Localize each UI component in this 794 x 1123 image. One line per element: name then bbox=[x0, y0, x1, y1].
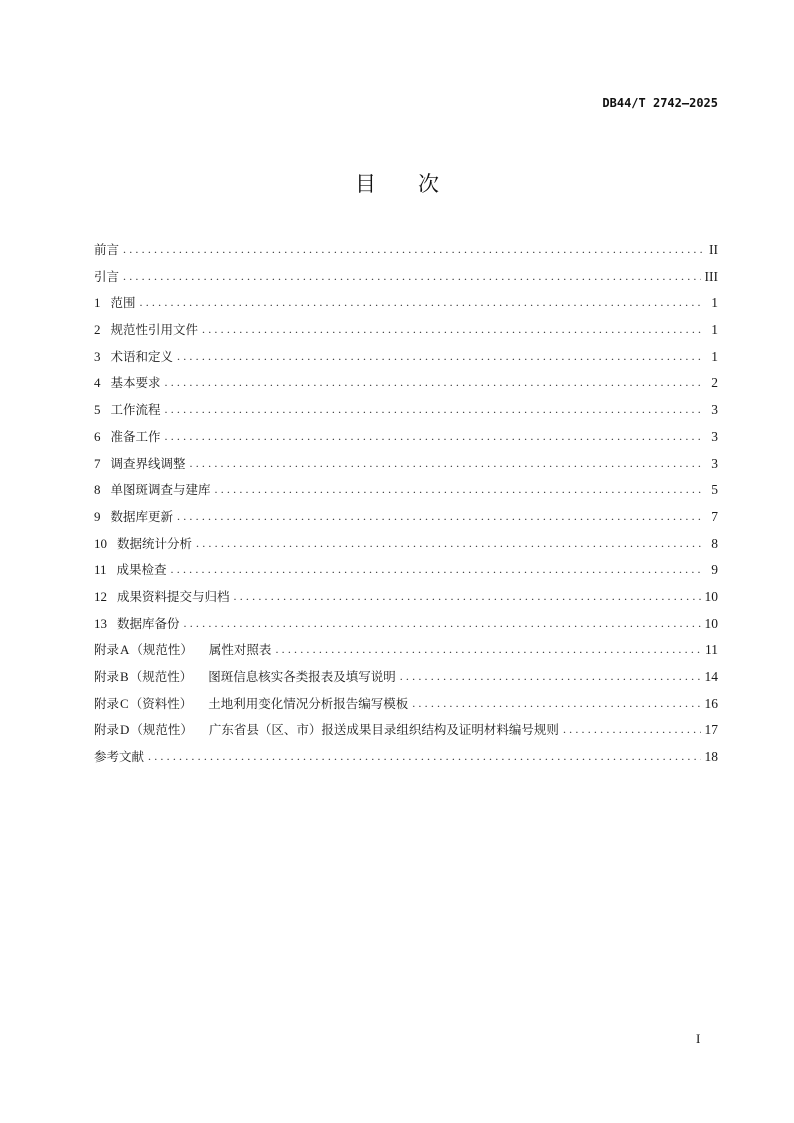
toc-entry-page: 7 bbox=[711, 508, 718, 524]
toc-entry-label: 广东省县（区、市）报送成果目录组织结构及证明材料编号规则 bbox=[208, 722, 559, 738]
toc-entry-bibliography[interactable] bbox=[94, 747, 718, 774]
toc-entry-page: 3 bbox=[711, 455, 718, 471]
page-number: I bbox=[696, 1031, 701, 1046]
toc-entry-label: 前言 bbox=[94, 242, 120, 257]
dot-leader bbox=[165, 373, 704, 392]
toc-entry-page: 8 bbox=[711, 535, 718, 551]
document-standard-number: DB44/T 2742—2025 bbox=[602, 96, 718, 110]
toc-entry-page: 17 bbox=[704, 722, 718, 738]
toc-entry-page: II bbox=[709, 242, 718, 257]
appendix-prefix bbox=[94, 720, 193, 740]
toc-entry-section-3[interactable] bbox=[94, 347, 718, 374]
toc-entry-page: 10 bbox=[704, 615, 718, 631]
toc-entry-section-5[interactable] bbox=[94, 400, 718, 427]
toc-entry-section-1[interactable] bbox=[94, 293, 718, 320]
dot-leader bbox=[177, 347, 704, 366]
toc-entry-page: 10 bbox=[704, 588, 718, 604]
dot-leader bbox=[148, 747, 700, 766]
toc-entry-page: 9 bbox=[711, 562, 718, 578]
toc-entry-section-4[interactable] bbox=[94, 373, 718, 400]
appendix-letter: A bbox=[120, 642, 130, 658]
toc-entry-label: 土地利用变化情况分析报告编写模板 bbox=[208, 695, 409, 711]
dot-leader bbox=[123, 240, 704, 259]
toc-entry-appendix-b[interactable] bbox=[94, 667, 718, 694]
toc-entry-page: 1 bbox=[711, 295, 718, 311]
dot-leader bbox=[215, 480, 704, 499]
appendix-type: （规范性） bbox=[130, 722, 193, 738]
appendix-word: 附录 bbox=[94, 642, 120, 658]
toc-entry-label: 规范性引用文件 bbox=[110, 322, 199, 338]
dot-leader bbox=[190, 454, 704, 473]
dot-leader bbox=[177, 507, 704, 526]
toc-entry-label: 引言 bbox=[94, 268, 120, 284]
dot-leader bbox=[275, 640, 701, 659]
appendix-prefix bbox=[94, 640, 193, 660]
toc-entry-number: 13 bbox=[94, 615, 107, 631]
appendix-letter: D bbox=[120, 722, 130, 738]
toc-entry-label: 单图斑调查与建库 bbox=[110, 482, 211, 498]
toc-title-char-1: 目 bbox=[355, 172, 376, 196]
toc-entry-page: 11 bbox=[705, 642, 718, 658]
toc-entry-section-6[interactable] bbox=[94, 427, 718, 454]
dot-leader bbox=[184, 614, 701, 633]
toc-entry-label: 术语和定义 bbox=[110, 348, 174, 364]
toc-entry-label: 范围 bbox=[110, 295, 136, 311]
toc-entry-label: 成果检查 bbox=[116, 562, 167, 578]
toc-entry-section-11[interactable] bbox=[94, 560, 718, 587]
toc-entry-number: 7 bbox=[94, 455, 101, 471]
appendix-letter: B bbox=[120, 669, 129, 684]
toc-entry-label: 属性对照表 bbox=[208, 642, 272, 658]
toc-entry-section-9[interactable] bbox=[94, 507, 718, 534]
toc-entry-page: 2 bbox=[711, 375, 718, 391]
toc-entry-label: 基本要求 bbox=[110, 375, 161, 391]
table-of-contents bbox=[94, 240, 718, 774]
toc-entry-label: 数据统计分析 bbox=[117, 535, 193, 551]
toc-entry-appendix-a[interactable] bbox=[94, 640, 718, 667]
appendix-word: 附录 bbox=[94, 669, 120, 684]
appendix-prefix bbox=[94, 667, 192, 687]
appendix-word: 附录 bbox=[94, 695, 120, 711]
dot-leader bbox=[140, 293, 704, 312]
appendix-letter: C bbox=[120, 695, 129, 711]
toc-entry-number: 1 bbox=[94, 295, 101, 311]
toc-entry-page: 3 bbox=[711, 428, 718, 444]
toc-entry-page: 16 bbox=[704, 695, 718, 711]
toc-entry-appendix-d[interactable] bbox=[94, 720, 718, 747]
toc-entry-introduction[interactable] bbox=[94, 267, 718, 294]
toc-entry-section-7[interactable] bbox=[94, 454, 718, 481]
toc-entry-appendix-c[interactable] bbox=[94, 694, 718, 721]
dot-leader bbox=[123, 267, 700, 286]
dot-leader bbox=[165, 400, 704, 419]
toc-entry-foreword[interactable] bbox=[94, 240, 718, 267]
toc-entry-label: 调查界线调整 bbox=[110, 455, 186, 471]
toc-entry-section-2[interactable] bbox=[94, 320, 718, 347]
toc-entry-label: 数据库备份 bbox=[117, 615, 180, 631]
toc-entry-page: 5 bbox=[711, 482, 718, 498]
dot-leader bbox=[171, 560, 704, 579]
toc-entry-label: 图斑信息核实各类报表及填写说明 bbox=[208, 669, 396, 684]
dot-leader bbox=[165, 427, 704, 446]
toc-entry-number: 5 bbox=[94, 402, 101, 418]
appendix-word: 附录 bbox=[94, 722, 120, 738]
toc-entry-page: III bbox=[704, 268, 718, 284]
appendix-prefix bbox=[94, 694, 192, 714]
dot-leader bbox=[563, 720, 701, 739]
dot-leader bbox=[202, 320, 704, 339]
toc-entry-section-8[interactable] bbox=[94, 480, 718, 507]
appendix-type: （资料性） bbox=[129, 695, 193, 711]
toc-entry-number: 9 bbox=[94, 508, 101, 524]
appendix-type: （规范性） bbox=[129, 669, 193, 684]
appendix-type: （规范性） bbox=[130, 642, 193, 658]
toc-entry-page: 3 bbox=[711, 402, 718, 418]
toc-entry-page: 1 bbox=[711, 348, 718, 364]
dot-leader bbox=[196, 534, 704, 553]
toc-entry-page: 14 bbox=[704, 669, 718, 684]
toc-entry-label: 成果资料提交与归档 bbox=[117, 588, 230, 604]
toc-entry-number: 12 bbox=[94, 588, 107, 604]
toc-entry-number: 4 bbox=[94, 375, 101, 391]
toc-entry-number: 3 bbox=[94, 348, 101, 364]
toc-entry-number: 2 bbox=[94, 322, 101, 338]
toc-entry-label: 工作流程 bbox=[110, 402, 161, 418]
toc-entry-number: 11 bbox=[94, 562, 107, 578]
toc-entry-page: 18 bbox=[704, 749, 718, 765]
toc-entry-number: 8 bbox=[94, 482, 101, 498]
toc-entry-number: 6 bbox=[94, 428, 101, 444]
dot-leader bbox=[412, 694, 700, 713]
toc-entry-section-12[interactable] bbox=[94, 587, 718, 614]
toc-entry-section-13[interactable] bbox=[94, 614, 718, 641]
toc-title bbox=[0, 168, 794, 198]
dot-leader bbox=[234, 587, 701, 606]
toc-entry-label: 参考文献 bbox=[94, 749, 145, 765]
toc-entry-label: 准备工作 bbox=[110, 428, 161, 444]
toc-entry-number: 10 bbox=[94, 535, 107, 551]
toc-entry-label: 数据库更新 bbox=[110, 508, 174, 524]
dot-leader bbox=[400, 667, 701, 686]
toc-entry-section-10[interactable] bbox=[94, 534, 718, 561]
toc-entry-page: 1 bbox=[711, 322, 718, 338]
toc-title-char-2: 次 bbox=[418, 172, 439, 196]
